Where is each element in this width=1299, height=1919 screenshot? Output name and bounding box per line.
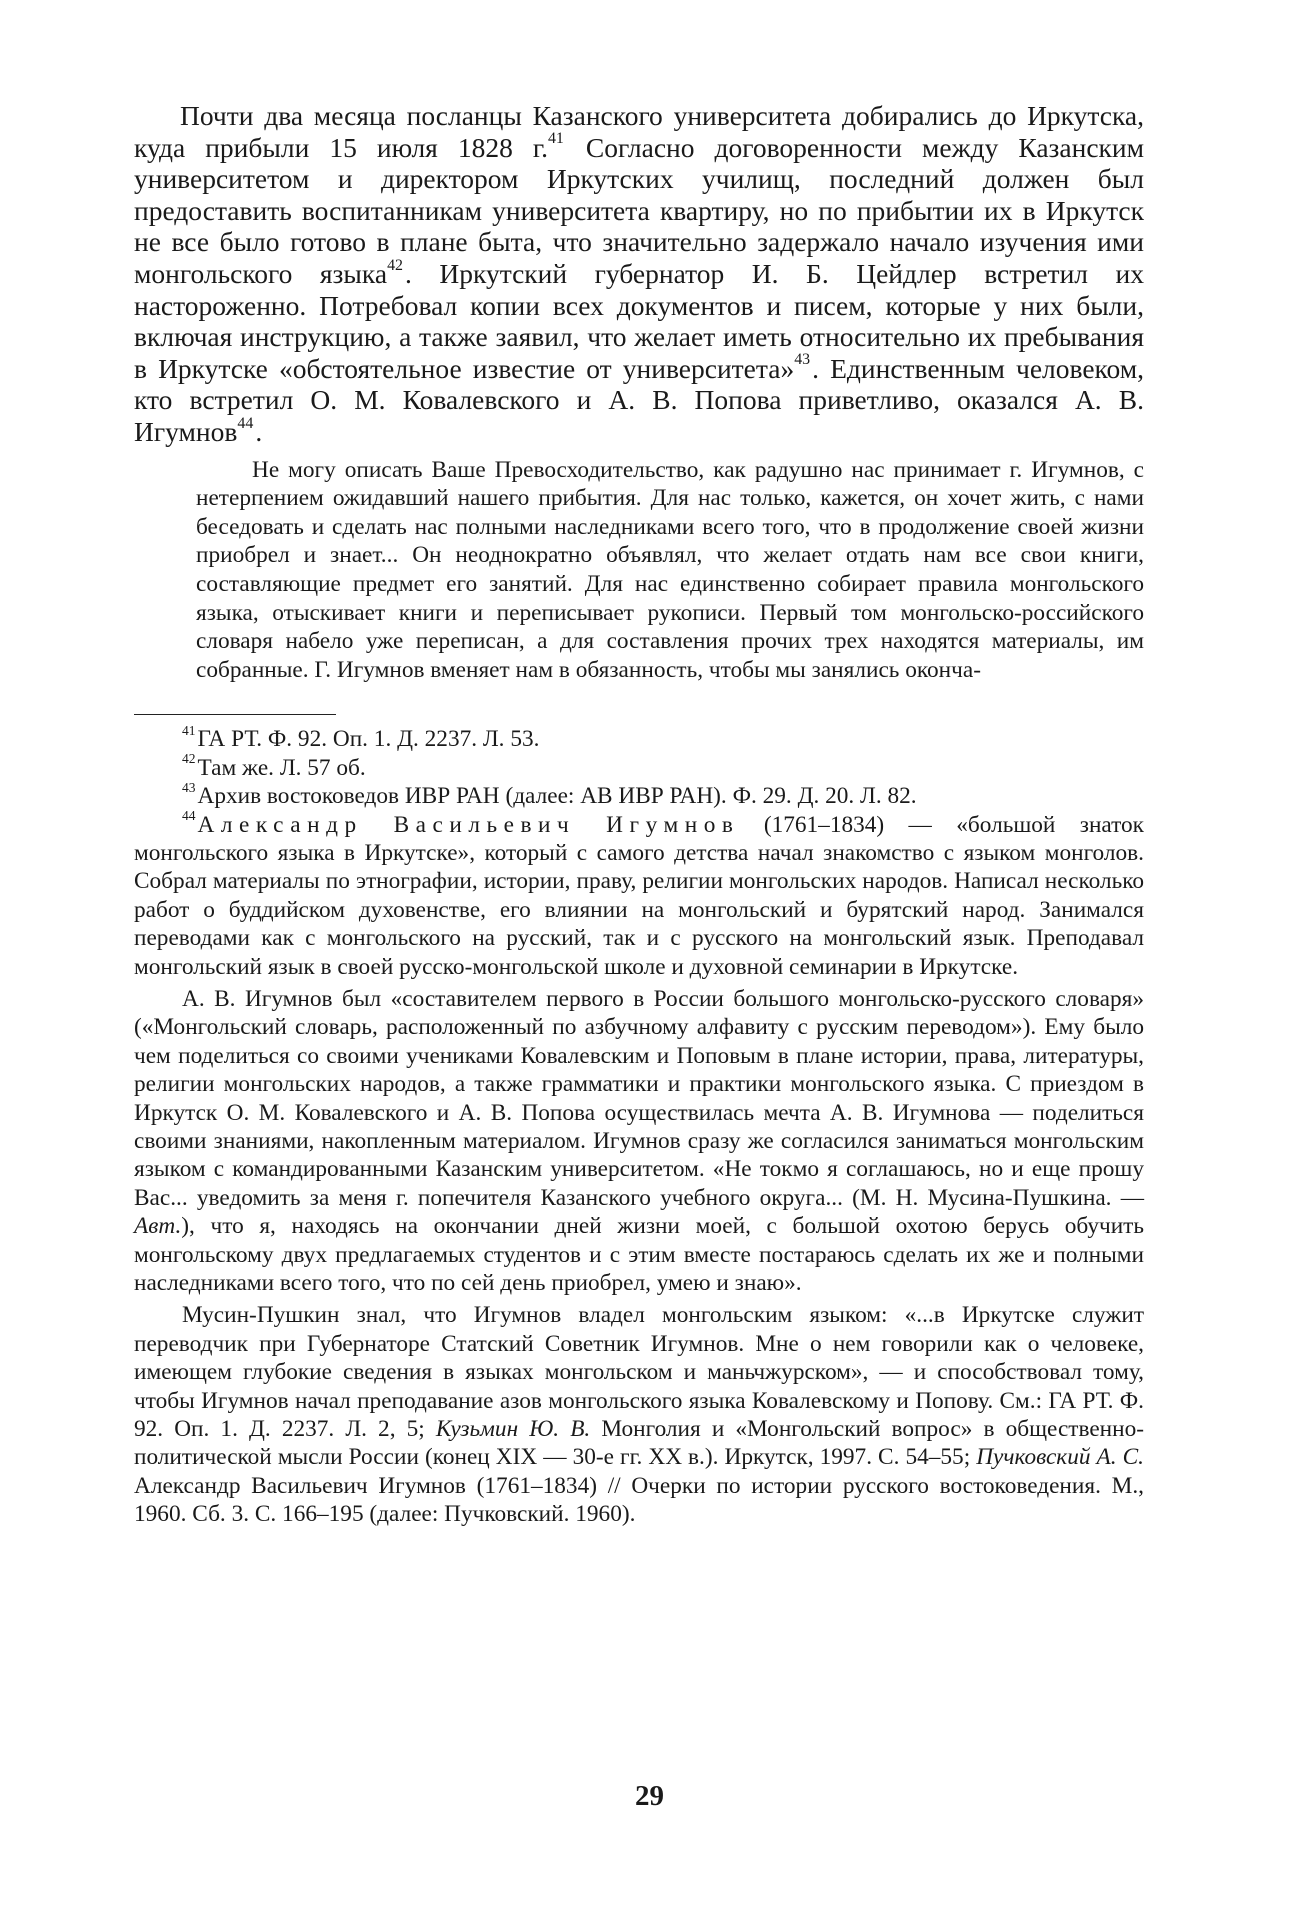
footnote-text: Там же. Л. 57 об. [197,754,366,781]
main-text-segment: . Иркутский губернатор И. Б. Цейдлер встретил их настороженно. Потребовал копии всех документов и писем, которые у них были, включая инструкцию, а также заявил, что желает иметь относительно их пребывания в Иркутске «обстоятельное известие от университета» [134,257,1144,384]
footnote-text: ), что я, находясь на окончании дней жизни моей, с большой охотою берусь обучить монгольскому двух предлагаемых студентов и с этим вместе постараюсь сделать их же и полными наследниками всего того, что по сей день приобрел, умею и знаю». [134,1213,1144,1296]
footnote-ref-42: 42 [387,256,403,274]
footnote-41 [134,722,1144,753]
footnote-44 [134,808,1144,981]
footnote-number: 44 [182,808,196,824]
main-text-segment: Почти два месяца посланцы Казанского университета добирались до Иркутска, куда прибыли 15 июля 1828 г. [134,100,1144,163]
footnote-text: ГА РТ. Ф. 92. Оп. 1. Д. 2237. Л. 53. [197,726,540,753]
footnote-divider [134,714,336,715]
footnotes [134,722,1145,1528]
footnote-44-continuation [134,985,1144,1297]
footnote-text: Мусин-Пушкин знал, что Игумнов владел монгольским языком: «...в Иркутске служит переводчик при Губернаторе Статский Советник Игумнов. Мне о нем говорили как о человеке, имеющем глубокие сведения в языках монгольском и маньчжурском», — и способствовал тому, чтобы Игумнов начал преподавание азов монгольского языка Ковалевскому и Попову. См.: ГА РТ. Ф. 92. Оп. 1. Д. 2237. Л. 2, 5; [134,1302,1144,1443]
footnote-ref-43: 43 [794,351,811,369]
footnote-number: 41 [182,722,196,738]
main-text-segment: Согласно договоренности между Казанским университетом и директором Иркутских училищ, последний должен был предоставить воспитанникам университета квартиру, но по прибытии их в Иркутск не все было готово в плане быта, что значительно задержало начало изучения ими монгольского языка [134,131,1145,289]
main-text-segment: . [255,415,263,447]
footnote-text: Александр Васильевич Игумнов (1761–1834) // Очерки по истории русского востоковедения. М., 1960. Сб. 3. С. 166–195 (далее: Пучковский. 1960). [134,1472,1144,1528]
author-abbrev: Авт. [134,1213,182,1240]
cited-author: Пучковский А. С. [976,1444,1144,1471]
main-text-segment: . Единственным человеком, кто встретил О. М. Ковалевского и А. В. Попова приветливо, оказался А. В. Игумнов [134,352,1144,447]
cited-author: Кузьмин Ю. В. [435,1416,591,1443]
footnote-number: 43 [182,779,196,795]
footnote-42 [134,751,1144,782]
footnote-text: (1761–1834) — «большой знаток монгольского языка в Иркутске», который с самого детства начал знакомство с языком монголов. Собрал материалы по этнографии, истории, праву, религии монгольских народов. Написал несколько работ о буддийском духовенстве, его влиянии на монгольский и бурятский народ. Занимался переводами как с монгольского на русский, так и с русского на монгольский язык. Преподавал монгольский язык в своей русско-монгольской школе и духовной семинарии в Иркутске. [134,811,1144,980]
footnote-43 [134,779,1144,810]
block-quote [134,456,1144,685]
quote-paragraph: Не могу описать Ваше Превосходительство, как радушно нас принимает г. Игумнов, с нетерпением ожидавший нашего прибытия. Для нас только, кажется, он хочет жить, с нами беседовать и сделать нас полными наследниками всего того, что в продолжение своей жизни приобрел и знает... Он неоднократно объявлял, что желает отдать нам все свои книги, составляющие предмет его занятий. Для нас единственно собирает правила монгольского языка, отыскивает книги и переписывает рукописи. Первый том монгольско-российского словаря набело уже переписан, а для составления прочих трех находятся материалы, им собранные. Г. Игумнов вменяет нам в обязанность, чтобы мы занялись оконча- [196,456,1144,683]
footnote-ref-44: 44 [237,414,254,432]
footnote-number: 42 [182,751,196,767]
footnote-text: Архив востоковедов ИВР РАН (далее: АВ ИВР РАН). Ф. 29. Д. 20. Л. 82. [197,783,917,810]
footnote-ref-41: 41 [547,130,564,148]
footnote-text: А. В. Игумнов был «составителем первого в России большого монгольско-русского словаря» («Монгольский словарь, расположенный по азбучному алфавиту с русским переводом»). Ему было чем поделиться со своими учениками Ковалевским и Поповым в плане истории, права, литературы, религии монгольских народов, а также грамматики и практики монгольского языка. С приездом в Иркутск О. М. Ковалевского и А. В. Попова осуществилась мечта А. В. Игумнова — поделиться своими знаниями, накопленным материалом. Игумнов сразу же согласился заниматься монгольским языком с командированными Казанским университетом. «Не токмо я соглашаюсь, но и еще прошу Вас... уведомить за меня г. попечителя Казанского учебного округа... (М. Н. Мусина-Пушкина. — [134,985,1144,1211]
main-paragraph [134,100,1144,448]
footnote-text: Монголия и «Монгольский вопрос» в общественно-политической мысли России (конец XIX — 30-е гг. XX в.). Иркутск, 1997. С. 54–55; [134,1416,1145,1471]
main-text [134,100,1144,448]
footnote-person-name: Александр Васильевич Игумнов [197,811,740,838]
page-content [134,100,1144,1529]
footnote-44-continuation-2 [134,1301,1144,1528]
page-number: 29 [635,1780,664,1812]
